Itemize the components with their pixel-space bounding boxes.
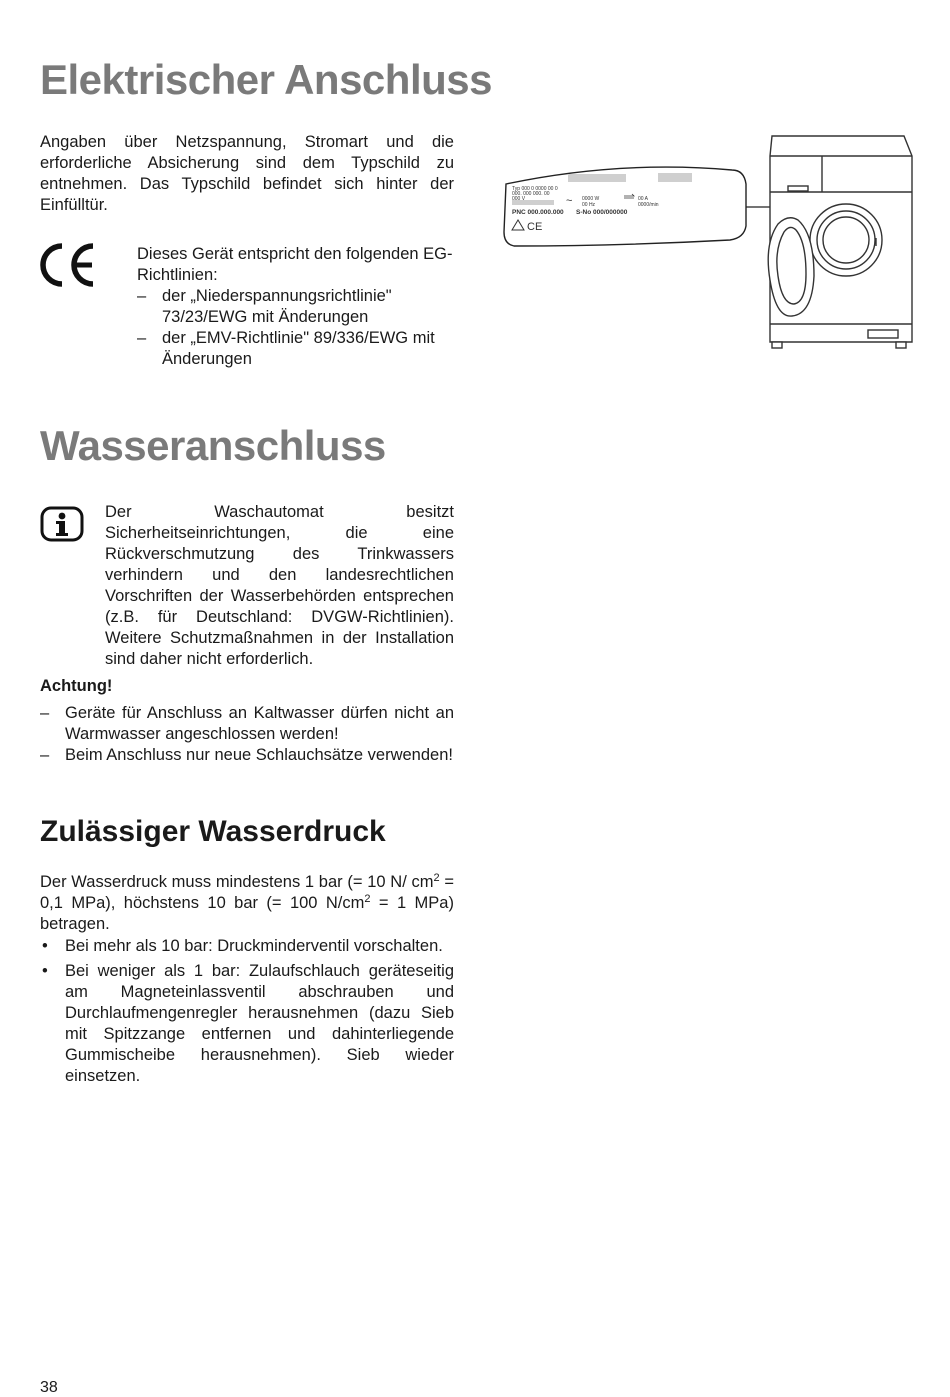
info-icon bbox=[40, 506, 84, 542]
pressure-paragraph: Der Wasserdruck muss mindestens 1 bar (= 10 N/ $cm^2 = 0,1$ MPa), höchstens 10 bar (= 100 $N/cm^2 = 1$ MPa) betragen. bbox=[40, 872, 454, 933]
list-item: • Bei mehr als 10 bar: Druckminderventil vorschalten. bbox=[40, 936, 454, 957]
ce-mark-icon bbox=[38, 242, 100, 288]
rating-plate-illustration bbox=[500, 134, 920, 354]
plate-type-line: Typ 000 0 0000 00 0 bbox=[512, 186, 558, 192]
plate-voltage: 000 V bbox=[512, 196, 526, 202]
warning-label: Achtung! bbox=[40, 677, 113, 695]
electrical-intro: Angaben über Netzspannung, Stromart und die erforderliche Absicherung sind dem Typschild zu entnehmen. Das Typschild befindet sich hinter der Einfülltür. bbox=[40, 133, 454, 214]
ce-directive-list bbox=[137, 286, 457, 370]
heading-water-connection: Wasseranschluss bbox=[40, 422, 386, 469]
warning-list bbox=[40, 703, 454, 766]
list-item: – der „EMV-Richtlinie" 89/336/EWG mit Änderungen bbox=[137, 328, 457, 370]
washing-machine-icon bbox=[768, 136, 912, 348]
water-pressure-text bbox=[40, 872, 454, 1087]
list-item: – Beim Anschluss nur neue Schlauchsätze verwenden! bbox=[40, 745, 454, 766]
list-item: – Geräte für Anschluss an Kaltwasser dürfen nicht an Warmwasser angeschlossen werden! bbox=[40, 703, 454, 745]
plate-frequency: 00 Hz bbox=[582, 202, 596, 208]
plate-spin-speed: 0000/min bbox=[638, 202, 659, 208]
plate-power: 0000 W bbox=[582, 196, 600, 202]
list-item: • Bei weniger als 1 bar: Zulaufschlauch geräteseitig am Magneteinlassventil abschrauben und Durchlaufmengenregler herausnehmen (dazu Sieb mit Spitzzange entfernen und dahinterliegende Gummischeibe herausnehmen). Sieb wieder einsetzen. bbox=[40, 961, 454, 1087]
plate-code-line: 000. 000 000. 00 bbox=[512, 191, 550, 197]
plate-ce-mark: CE bbox=[527, 221, 543, 233]
plate-serial: S-No 000/000000 bbox=[576, 209, 628, 216]
plate-pnc: PNC 000.000.000 bbox=[512, 209, 564, 216]
plate-amps: 00 A bbox=[638, 196, 649, 202]
ce-declaration: Dieses Gerät entspricht den folgenden EG-Richtlinien: – der „Niederspannungsrichtlinie" 73/23/EWG mit Änderungen – der „EMV-Richtlinie" 89/336/EWG mit Änderungen bbox=[137, 244, 457, 370]
plate-ac-symbol: ~ bbox=[566, 195, 573, 207]
heading-water-pressure: Zulässiger Wasserdruck bbox=[40, 815, 386, 848]
heading-electrical: Elektrischer Anschluss bbox=[40, 56, 492, 103]
page-number: 38 bbox=[40, 1379, 58, 1396]
pressure-bullet-list bbox=[40, 936, 454, 1087]
safety-info-text: Der Waschautomat besitzt Sicherheitseinrichtungen, die eine Rückverschmutzung des Trinkwassers verhindern und den landesrechtlichen Vorschriften der Wasserbehörden entsprechen (z.B. für Deutschland: DVGW-Richtlinien). Weitere Schutzmaßnahmen in der Installation sind daher nicht erforderlich. bbox=[105, 503, 454, 668]
list-item: – der „Niederspannungsrichtlinie" 73/23/EWG mit Änderungen bbox=[137, 286, 457, 328]
